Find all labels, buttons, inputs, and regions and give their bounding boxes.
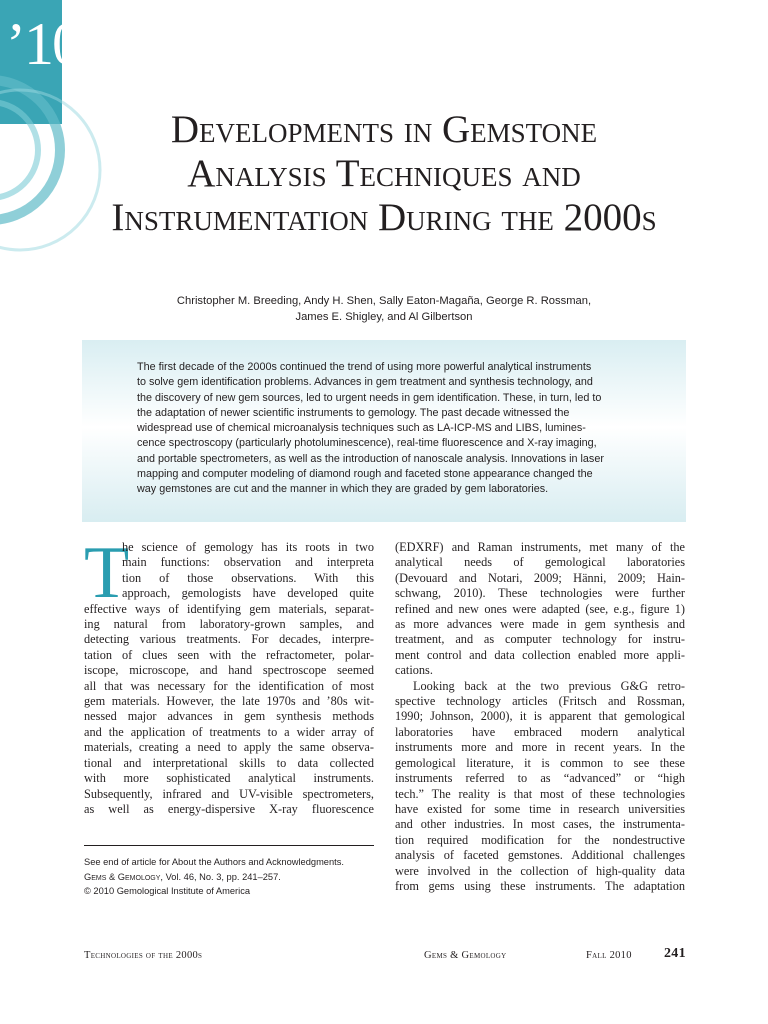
- title-line: Developments in Gemstone: [170, 108, 598, 151]
- abstract-line: the discovery of new gem sources, led to urgent needs in gem identification. These, in turn, led to: [137, 391, 602, 404]
- body-line: Subsequently, infrared and UV-visible spectrometers,: [84, 786, 374, 801]
- footnote-divider: [84, 845, 374, 846]
- footnote-copyright: © 2010 Gemological Institute of America: [84, 886, 251, 897]
- body-column-left: [84, 540, 374, 817]
- abstract-line: and portable spectrometers, as well as the introduction of nanoscale analysis. Innovations in laser: [137, 452, 604, 465]
- body-line: with more sophisticated analytical instruments.: [84, 771, 374, 786]
- abstract-line: The first decade of the 2000s continued the trend of using more powerful analytical instruments: [137, 361, 592, 373]
- body-line: effective ways of identifying gem materials, separat-: [84, 601, 374, 616]
- body-line: as well as energy-dispersive X-ray fluorescence: [84, 801, 374, 816]
- body-line: schwang, 2010). These technologies were further: [395, 586, 685, 601]
- body-line: were involved in the collection of high-quality data: [395, 863, 685, 878]
- body-line: approach, gemologists have developed quite: [122, 586, 374, 601]
- title-line: Analysis Techniques and: [187, 152, 581, 195]
- body-line: iscope, microscope, and hand spectroscope seemed: [84, 663, 374, 678]
- body-line: 1990; Johnson, 2000), it is apparent that gemological: [395, 709, 685, 724]
- abstract-line: cence spectroscopy (particularly photoluminescence), real-time fluorescence and X-ray imaging,: [137, 437, 597, 450]
- body-line: gem materials. However, the late 1970s and ’80s wit-: [84, 694, 374, 709]
- body-line: laboratories have embraced modern analytical: [395, 724, 685, 739]
- body-line: instruments referred to as “advanced” or “high: [395, 771, 685, 786]
- footer-section: Technologies of the 2000s: [84, 950, 203, 961]
- body-column-right: [395, 540, 685, 894]
- body-line: tional and interpretational skills to data collected: [84, 755, 374, 770]
- body-line: Looking back at the two previous G&G retro-: [413, 678, 685, 693]
- body-line: he science of gemology has its roots in two: [122, 540, 374, 554]
- body-line: ment control and data collection enabled more appli-: [395, 647, 685, 662]
- corner-year-label: ’10: [6, 11, 80, 77]
- body-line: gemological literature, it is common to see these: [395, 755, 685, 770]
- title-line: Instrumentation During the 2000s: [111, 196, 657, 239]
- body-line: (Devouard and Notari, 2009; Hänni, 2009; Hain-: [395, 570, 685, 585]
- abstract-line: the adaptation of newer scientific instruments to gemology. The past decade witnessed the: [137, 406, 570, 419]
- citation-details: , Vol. 46, No. 3, pp. 241–257.: [160, 871, 281, 882]
- journal-name: Gems & Gemology: [84, 871, 161, 882]
- body-line: and other industries. In most cases, the instrumenta-: [395, 817, 685, 832]
- body-line: materials, creating a need to apply the same observa-: [84, 740, 374, 755]
- body-line: nessed major advances in gem synthesis methods: [84, 709, 374, 724]
- author-line: James E. Shigley, and Al Gilbertson: [295, 311, 473, 323]
- body-line: tech.” The reality is that most of these technologies: [395, 786, 685, 801]
- body-line: spective technology articles (Fritsch and Rossman,: [395, 694, 685, 709]
- body-line: refined and new ones were adapted (see, e.g., figure 1): [395, 601, 685, 616]
- year-corner-tab: [0, 0, 80, 124]
- abstract-line: mapping and computer modeling of diamond rough and faceted stone appearance changed the: [137, 468, 593, 481]
- body-line: (EDXRF) and Raman instruments, met many of the: [395, 540, 685, 554]
- body-line: ing natural from laboratory-grown samples, and: [84, 617, 374, 632]
- body-line: instruments more and more in recent years. In the: [395, 740, 685, 755]
- page-number: 241: [664, 946, 686, 961]
- body-line: main functions: observation and interpreta: [122, 555, 374, 570]
- footer-season: Fall 2010: [586, 950, 632, 961]
- footnote-citation: [84, 870, 384, 885]
- drop-cap: T: [84, 532, 130, 614]
- body-line: treatment, and as computer technology for instru-: [395, 632, 685, 647]
- abstract-line: way gemstones are cut and the manner in which they are graded by gem laboratories.: [137, 483, 549, 496]
- footnotes: [84, 855, 384, 899]
- body-line: all that was necessary for the identification of most: [84, 678, 374, 693]
- footnote-about: See end of article for About the Authors and Acknowledgments.: [84, 857, 344, 867]
- author-list: [84, 293, 684, 325]
- abstract-line: to solve gem identification problems. Advances in gem treatment and synthesis technology, and: [137, 376, 593, 389]
- body-line: tation of clues seen with the refractometer, polar-: [84, 647, 374, 662]
- body-line: detecting various treatments. For decades, interpre-: [84, 632, 374, 647]
- footer-journal: Gems & Gemology: [424, 950, 507, 961]
- body-line: tion required modification for the nondestructive: [395, 832, 685, 847]
- author-line: Christopher M. Breeding, Andy H. Shen, Sally Eaton-Magaña, George R. Rossman,: [176, 295, 592, 307]
- body-line: analytical needs of gemological laboratories: [395, 555, 685, 570]
- body-line: from gems using these instruments. The adaptation: [395, 878, 685, 893]
- body-line: tion of those observations. With this: [122, 570, 374, 585]
- article-title: [60, 108, 708, 240]
- abstract: [137, 360, 657, 498]
- body-line: cations.: [395, 663, 433, 678]
- body-line: have existed for some time in research universities: [395, 801, 685, 816]
- abstract-line: widespread use of chemical microanalysis techniques such as LA-ICP-MS and LIBS, lumines-: [137, 422, 586, 435]
- body-line: analysis of faceted gemstones. Additional challenges: [395, 848, 685, 863]
- body-line: and the application of treatments to a wider array of: [84, 724, 374, 739]
- body-line: as more advances were made in gem synthesis and: [395, 617, 685, 632]
